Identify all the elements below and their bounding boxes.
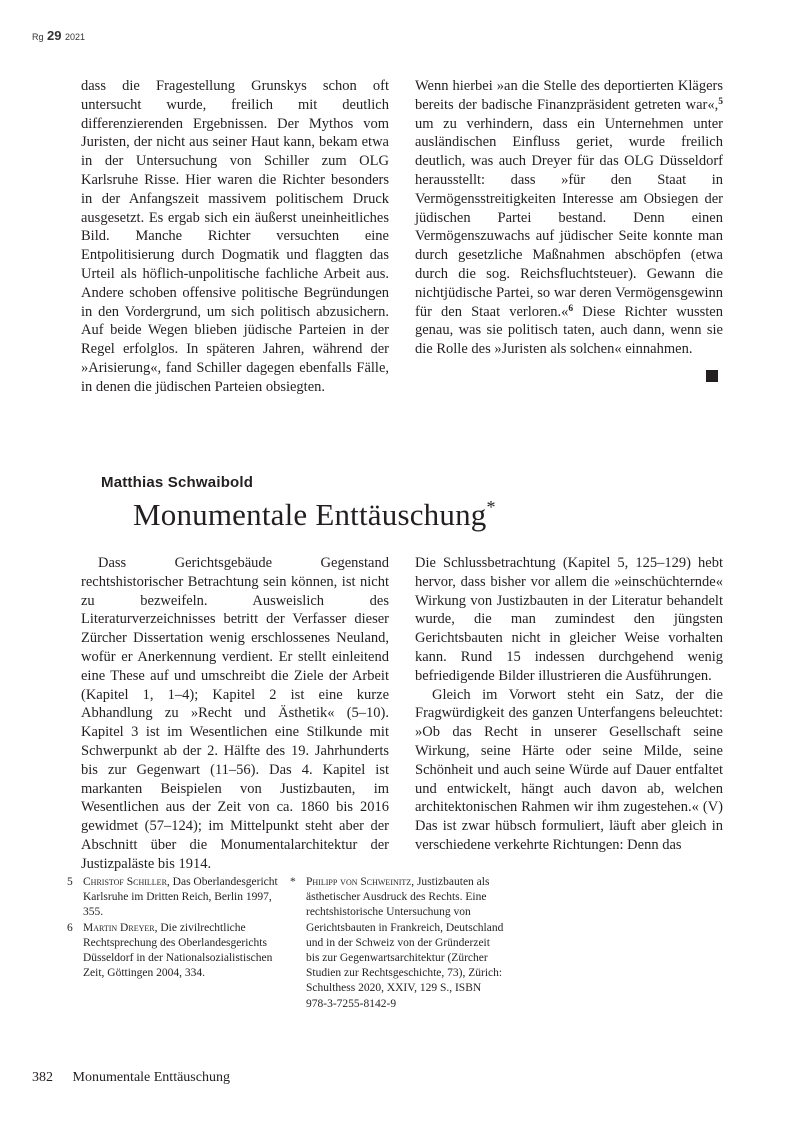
- footnote-ref-5[interactable]: 5: [718, 96, 723, 107]
- footnote-body: , Justizbauten als ästhetischer Ausdruck des Rechts. Eine rechtshistorische Untersuchung von Gerichtsbauten in Frankreich, Deutschland und in der Schweiz von der Gründerzeit bis zur Gegenwartsarchitektur (Zürcher Studien zur Rechtsgeschichte, 73), Zürich: Schulthess 2020, XXIV, 129 S., ISBN 978-3-7255-8142-9: [306, 876, 504, 1010]
- footnote-number: 6: [67, 921, 73, 934]
- paragraph: dass die Fragestellung Grunskys schon oft untersucht wurde, freilich mit deutlich differenzierenden Ergebnissen. Der Mythos vom Juristen, der nicht aus seiner Haut kann, bekam etwa in der Untersuchung von Schiller zum OLG Karlsruhe Risse. Hier waren die Richter besonders in der Anfangszeit massivem politischem Druck ausgesetzt. Es ergab sich ein äußerst uneinheitliches Bild. Manche Richter versuchten eine Entpolitisierung durch Dogmatik und flaggten das Urteil als höflich-unpolitische fachliche Arbeit aus. Andere schoben offensive politische Begründungen in den Vordergrund, um sich politisch abzusichern. Auf beide Wegen blieben jüdische Parteien in der Regel erfolglos. In späteren Jahren, während der »Arisierung«, fand Schiller dagegen ebenfalls Fälle, in denen die jüdischen Parteien obsiegten.: [81, 78, 389, 395]
- footnote-text: [306, 875, 505, 1012]
- footnote-ref-6[interactable]: 6: [568, 303, 574, 314]
- footnotes-right: [290, 875, 505, 1012]
- footnote-number: 5: [67, 876, 73, 888]
- page-number: 382: [32, 1070, 53, 1085]
- text-run: um zu verhindern, dass ein Unternehmen unter ausländischen Einfluss geriet, wurde freilich deutlich, was auch Dreyer für das OLG Düsseldorf herausstellt: dass »für den Staat in Vermögensstreitigkeiten Interesse am Obsiegen der jüdischen Partei bestand. Denn einen Vermögenszuwachs auf jüdischer Seite konnte man durch gesetzliche Maßnahmen abschöpfen (etwa durch die sog. Reichsfluchtsteuer). Gewann die nichtjüdische Partei, so war deren Vermögensgewinn für den Staat verloren.«: [415, 115, 723, 320]
- footnote-text: [83, 875, 282, 921]
- footnote-body: , Das Oberlandesgericht Karlsruhe im Dritten Reich, Berlin 1997, 355.: [83, 876, 278, 919]
- review-title-text: Monumentale Enttäuschung: [133, 497, 487, 532]
- footnote-author: Christof Schiller: [83, 876, 167, 888]
- footnote-body: , Die zivilrechtliche Rechtsprechung des Oberlandesgerichts Düsseldorf in der Nationalsozialistischen Zeit, Göttingen 2004, 334.: [83, 921, 273, 980]
- footnote-author: Martin Dreyer: [83, 921, 155, 934]
- review-left-column: [81, 554, 389, 874]
- footnote-number: *: [290, 876, 296, 888]
- footnote-text: [83, 921, 282, 982]
- paragraph: Gleich im Vorwort steht ein Satz, der die Fragwürdigkeit des ganzen Unterfangens beleuchtet: »Ob das Recht in unserer Gesellschaft seine Wirkung, seine Härte oder seine Milde, seine Schönheit und auch seine Würde auf Dauer entfaltet und entwickelt, hängt auch davon ab, welchen architektonischen Rahmen wir ihm zugestehen.« (V) Das ist zwar hübsch formuliert, läuft aber gleich in verschiedene verkehrte Richtungen: Denn das: [415, 686, 723, 853]
- review-author: Matthias Schwaibold: [101, 474, 254, 491]
- prev-article-left-column: [81, 77, 389, 397]
- footnote-5: [67, 875, 282, 921]
- journal-mark: [32, 28, 85, 43]
- text-run: Diese Richter wussten genau, was sie politisch taten, auch dann, wenn sie die Rolle des »Juristen als solchen« einnahmen.: [415, 303, 723, 358]
- title-footnote-mark[interactable]: *: [486, 497, 496, 517]
- page-footer: [32, 1070, 230, 1086]
- footnote-author: Philipp von Schweinitz: [306, 876, 412, 888]
- footnotes-left: [67, 875, 282, 981]
- end-of-article-square-icon: [706, 370, 718, 382]
- journal-volume: 29: [47, 28, 62, 43]
- text-run: Wenn hierbei »an die Stelle des deportierten Klägers bereits der badische Finanzpräsident getreten war«,: [415, 78, 723, 113]
- running-title: Monumentale Enttäuschung: [72, 1070, 230, 1085]
- paragraph: Die Schlussbetrachtung (Kapitel 5, 125–129) hebt hervor, dass bisher vor allem die »einschüchternde« Wirkung von Justizbauten in der Literatur behandelt wurde, die man zumindest den jüngsten Gerichtsbauten nicht in gleicher Weise vorhalten kann. Rund 15 indessen durchgehend wenig befriedigende Bilder illustrieren die Ausführungen.: [415, 555, 723, 684]
- footnote-6: [67, 921, 282, 982]
- footnote-star: [290, 875, 505, 1012]
- review-title: [133, 497, 496, 533]
- paragraph: [415, 77, 723, 359]
- journal-abbr: Rg: [32, 32, 44, 42]
- review-right-column: [415, 554, 723, 855]
- paragraph: Dass Gerichtsgebäude Gegenstand rechtshistorischer Betrachtung sein können, ist nicht zu bezweifeln. Ausweislich des Literaturverzeichnisses betritt der Verfasser dieser Zürcher Dissertation wenig erschlossenes Neuland, wofür er Anerkennung verdient. Er stellt einleitend eine These auf und umschreibt die Ziele der Arbeit (Kapitel 1, 1–4); Kapitel 2 ist eine kurze Abhandlung zu »Recht und Ästhetik« (5–10). Kapitel 3 ist im Wesentlichen eine Stilkunde mit Schwerpunkt ab der 2. Hälfte des 19. Jahrhunderts bis zur Gegenwart (11–56). Das 4. Kapitel ist markanten Beispielen von Justizbauten, im Wesentlichen aus der Zeit von ca. 1860 bis 2016 gewidmet (57–124); im Mittelpunkt steht aber der Abschnitt über die Monumentalarchitektur der Justizpaläste bis 1914.: [81, 555, 389, 872]
- prev-article-right-column: [415, 77, 723, 359]
- journal-year: 2021: [65, 32, 86, 42]
